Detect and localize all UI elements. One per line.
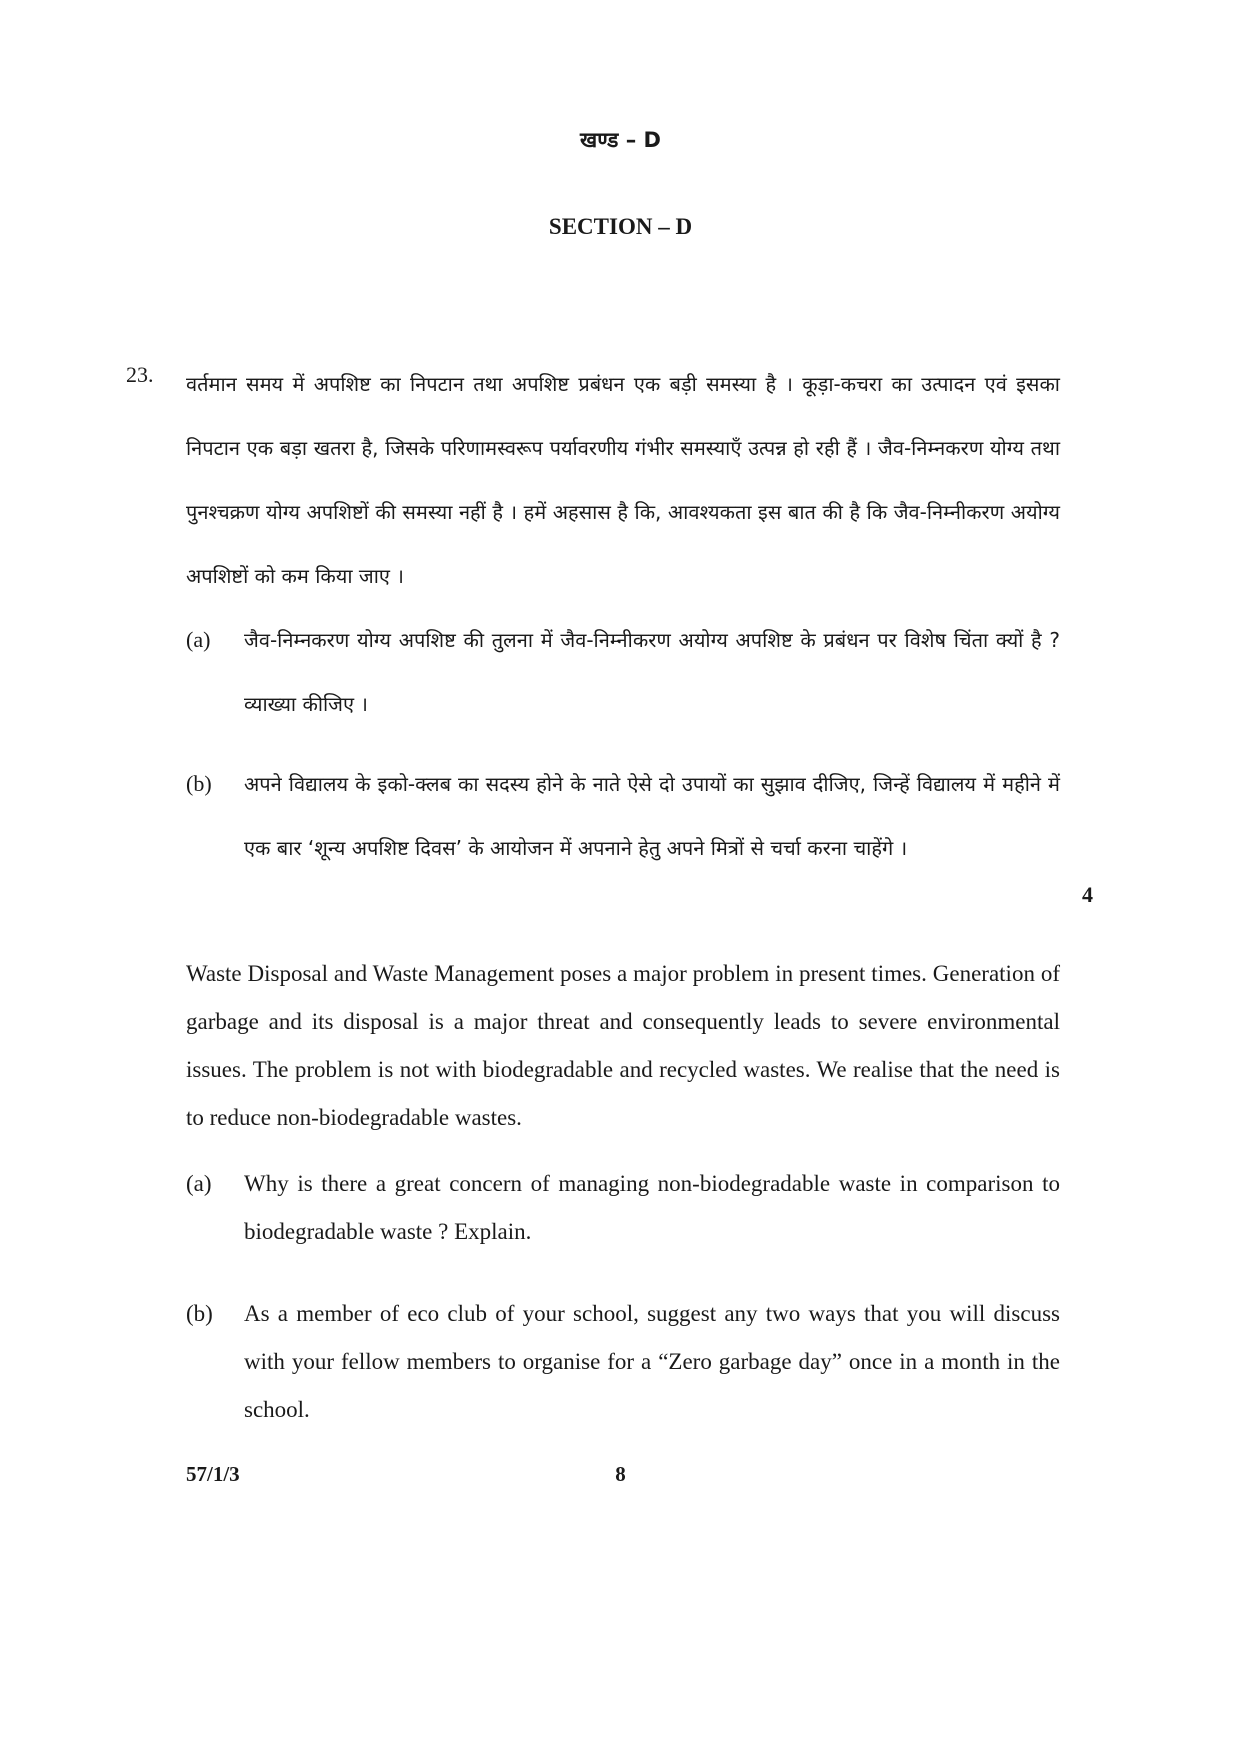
paper-code: 57/1/3 (186, 1462, 240, 1486)
question-intro-hindi: वर्तमान समय में अपशिष्ट का निपटान तथा अपशिष्ट प्रबंधन एक बड़ी समस्या है । कूड़ा-कचरा का उत्पादन एवं इसका निपटान एक बड़ा खतरा है, जिसके परिणामस्वरूप पर्यावरणीय गंभीर समस्याएँ उत्पन्न हो रही हैं । जैव-निम्नकरण योग्य तथा पुनश्चक्रण योग्य अपशिष्टों की समस्या नहीं है । हमें अहसास है कि, आवश्यकता इस बात की है कि जैव-निम्नीकरण अयोग्य अपशिष्टों को कम किया जाए । (186, 372, 1060, 588)
section-heading-hindi: खण्ड – D (580, 128, 661, 152)
question-number: 23. (126, 362, 154, 387)
part-text: Why is there a great concern of managing non-biodegradable waste in comparison to biodegradable waste ? Explain. (244, 1171, 1060, 1244)
section-heading-english: SECTION – D (548, 214, 693, 239)
part-label: (a) (186, 1171, 212, 1196)
part-text: As a member of eco club of your school, suggest any two ways that you will discuss with your fellow members to organise for a “Zero garbage day” once in a month in the school. (244, 1301, 1060, 1422)
part-text: अपने विद्यालय के इको-क्लब का सदस्य होने के नाते ऐसे दो उपायों का सुझाव दीजिए, जिन्हें विद्यालय में महीने में एक बार ‘शून्य अपशिष्ट दिवस’ के आयोजन में अपनाने हेतु अपने मित्रों से चर्चा करना चाहेंगे । (244, 772, 1060, 860)
part-label: (a) (186, 627, 211, 652)
question-marks: 4 (1082, 882, 1093, 907)
part-text: जैव-निम्नकरण योग्य अपशिष्ट की तुलना में जैव-निम्नीकरण अयोग्य अपशिष्ट के प्रबंधन पर विशेष चिंता क्यों है ? व्याख्या कीजिए । (244, 628, 1060, 716)
page-number: 8 (615, 1462, 626, 1486)
question-intro-english: Waste Disposal and Waste Management poses a major problem in present times. Generation of garbage and its disposal is a major threat and consequently leads to severe environmental issues. The problem is not with biodegradable and recycled wastes. We realise that the need is to reduce non-biodegradable wastes. (186, 961, 1060, 1130)
part-label: (b) (186, 771, 212, 796)
part-label: (b) (186, 1301, 213, 1326)
